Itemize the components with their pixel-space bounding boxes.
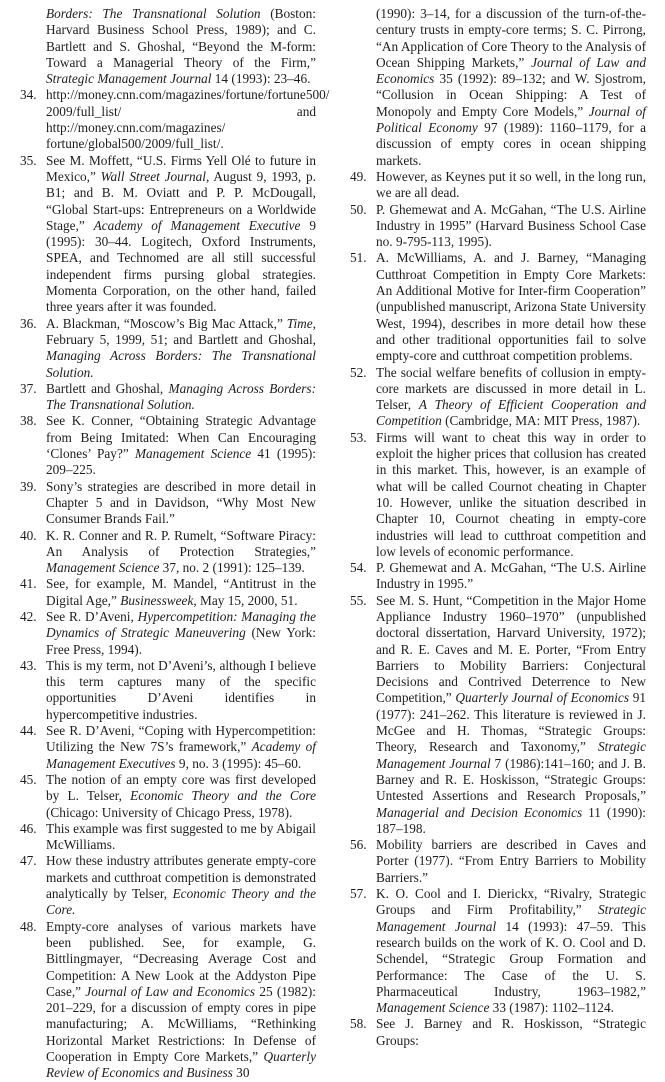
endnote-38 xyxy=(20,413,316,478)
endnote-text: See, for example, M. Mandel, “Antitrust in the Digital Age,” xyxy=(46,576,316,608)
right-column xyxy=(350,6,646,1049)
italic-title: Hypercompetition: Managing the Dynamics of Strategic Maneuvering xyxy=(46,608,316,641)
endnote-text: 37, no. 2 (1991): 125–139. xyxy=(159,560,305,576)
endnote-number: 38. xyxy=(20,413,37,429)
endnote-52 xyxy=(350,365,646,430)
endnote-text: The notion of an empty core was first developed by L. Telser, xyxy=(46,771,316,804)
endnote-49 xyxy=(350,169,646,202)
italic-title: Borders: The Transnational Solution xyxy=(46,6,261,21)
endnote-text: Empty-core analyses of various markets have been published. See, for example, G. Bittlingmayer, “Decreasing Average Cost and Competition: A New Look at the Addyston Pipe Case,” xyxy=(46,918,316,999)
endnote-number: 45. xyxy=(20,771,37,787)
endnote-text: 97 (1989): 1160–1179, for a discussion of empty cores in ocean shipping markets. xyxy=(376,120,646,168)
left-column xyxy=(20,6,330,1082)
endnote-57 xyxy=(350,886,646,1016)
italic-title: Quarterly Journal of Economics xyxy=(455,690,630,706)
italic-title: Quarterly Review of Economics and Business xyxy=(46,1049,316,1081)
italic-title: Economic Theory and the Core xyxy=(130,788,316,804)
endnote-number: 34. xyxy=(20,87,37,103)
endnote-number: 58. xyxy=(350,1016,367,1032)
endnote-44 xyxy=(20,723,316,772)
endnote-text: , August 9, 1993, p. B1; and B. M. Oviatt and P. P. McDougall, “Global Start-ups: Entrepreneurs on a Worldwide Stage,” xyxy=(46,168,317,233)
endnote-text: Firms will want to cheat this way in order to exploit the higher prices that collusion has created in this market. This, however, is an example of what will be called Cournot cheating in Chapter 10. However, unlike the situation described in Chapter 10, Cournot cheating in empty-core industries will lead to cutthroat competition and low levels of economic performance. xyxy=(376,429,646,559)
italic-title: Management Science xyxy=(376,1000,490,1016)
endnote-43 xyxy=(20,658,316,723)
italic-title: Strategic Management Journal xyxy=(46,71,212,87)
endnote-text: (Chicago: University of Chicago Press, 1978). xyxy=(46,804,293,820)
endnote-text: See K. Conner, “Obtaining Strategic Advantage from Being Imitated: When Can Encouraging ‘Clones’ Pay?” xyxy=(46,413,316,462)
endnote-text: The social welfare benefits of collusion in empty-core markets are discussed in more detail in L. Telser, xyxy=(376,364,646,413)
endnote-35 xyxy=(20,153,316,316)
endnote-55 xyxy=(350,593,646,837)
endnote-text: 25 (1982): 201–229, for a discussion of empty cores in pipe manufacturing; A. McWilliams, “Rethinking Horizontal Market Restrictions: In Defense of Cooperation in Empty Core Markets,” xyxy=(46,983,316,1064)
endnote-number: 53. xyxy=(350,429,367,445)
italic-title: Economic Theory and the Core. xyxy=(46,886,316,918)
endnote-number: 47. xyxy=(20,853,37,869)
endnote-text: How these industry attributes generate empty-core markets and cutthroat competition is demonstrated analytically by Telser, xyxy=(46,853,316,902)
endnote-text: 14 (1993): 23–46. xyxy=(211,71,311,87)
endnote-text: (Cambridge, MA: MIT Press, 1987). xyxy=(441,413,641,429)
italic-title: Strategic Management Journal xyxy=(376,902,646,934)
endnote-text: This example was first suggested to me by Abigail McWilliams. xyxy=(46,820,316,853)
endnote-text: See R. D’Aveni, xyxy=(46,608,138,624)
endnote-number: 49. xyxy=(350,168,367,184)
endnote-number: 42. xyxy=(20,608,37,624)
endnote-continuation xyxy=(20,6,316,87)
endnote-42 xyxy=(20,609,316,658)
endnote-continuation xyxy=(350,6,646,169)
endnote-text: A. Blackman, “Moscow’s Big Mac Attack,” xyxy=(46,315,287,331)
italic-title: Managerial and Decision Economics xyxy=(376,804,583,820)
endnote-36 xyxy=(20,316,316,381)
endnote-number: 52. xyxy=(350,364,367,380)
endnote-56 xyxy=(350,837,646,886)
endnote-text: 35 (1992): 89–132; and W. Sjostrom, “Collusion in Ocean Shipping: A Test of Monopoly and Empty Core Models,” xyxy=(376,71,646,119)
endnote-number: 37. xyxy=(20,380,37,396)
endnote-text: However, as Keynes put it so well, in the long run, we are all dead. xyxy=(376,168,646,201)
endnote-number: 43. xyxy=(20,657,37,673)
endnote-number: 41. xyxy=(20,576,37,592)
endnote-48 xyxy=(20,919,316,1082)
italic-title: Journal of Law and Economics xyxy=(376,54,646,87)
endnote-text: 30 xyxy=(232,1065,250,1081)
endnote-text: 7 (1986):141–160; and J. B. Barney and R. E. Hoskisson, “Strategic Groups: Untested Assertions and Research Proposals,” xyxy=(376,755,646,804)
italic-title: Managing Across Borders: The Transnational Solution. xyxy=(46,380,316,413)
endnote-text: 91 (1977): 241–262. This literature is reviewed in J. McGee and H. Thomas, “Strategic Groups: Theory, Research and Taxonomy,” xyxy=(376,690,647,755)
endnote-number: 44. xyxy=(20,723,37,739)
endnote-text: 41 (1995): 209–225. xyxy=(46,446,317,478)
endnote-51 xyxy=(350,250,646,364)
endnote-text: 14 (1993): 47–59. This research builds on the work of K. O. Cool and D. Schendel, “Strategic Group Formation and Performance: The Case of the U. S. Pharmaceutical Industry, 1963–1982,” xyxy=(376,918,646,999)
endnote-number: 46. xyxy=(20,820,37,836)
italic-title: Strategic Management Journal xyxy=(376,739,646,771)
endnote-text: K. R. Conner and R. P. Rumelt, “Software Piracy: An Analysis of Protection Strategies,” xyxy=(46,527,316,559)
endnote-41 xyxy=(20,576,316,609)
endnote-text: , May 15, 2000, 51. xyxy=(193,592,298,608)
endnote-50 xyxy=(350,202,646,251)
endnote-text: This is my term, not D’Aveni’s, although I believe this term captures many of the specific opportunities D’Aveni identifies in hypercompetitive industries. xyxy=(46,657,316,722)
endnote-text: Sony’s strategies are described in more detail in Chapter 5 and in Davidson, “Why Most New Consumer Brands Fail.” xyxy=(46,478,316,527)
endnote-text: See J. Barney and R. Hoskisson, “Strategic Groups: xyxy=(376,1016,646,1048)
endnote-text: 11 (1990): 187–198. xyxy=(376,804,646,836)
italic-title: Time xyxy=(286,315,313,331)
endnote-text: See M. S. Hunt, “Competition in the Major Home Appliance Industry 1960–1970” (unpublished doctoral dissertation, Harvard University, 1972); and R. E. Caves and M. E. Porter, “From Entry Barriers to Mobility Barriers: Conjectural Decisions and Contrived Deterrence to New Competition,” xyxy=(376,592,646,706)
endnote-number: 54. xyxy=(350,560,367,576)
endnote-text: 9, no. 3 (1995): 45–60. xyxy=(175,755,302,771)
endnote-text: P. Ghemewat and A. McGahan, “The U.S. Airline Industry in 1995.” xyxy=(376,560,646,592)
italic-title: Journal of Law and Economics xyxy=(85,983,256,999)
endnote-number: 36. xyxy=(20,315,37,331)
endnote-text: K. O. Cool and I. Dierickx, “Rivalry, Strategic Groups and Firm Profitability,” xyxy=(376,886,646,918)
endnote-47 xyxy=(20,853,316,918)
endnote-text: P. Ghemewat and A. McGahan, “The U.S. Airline Industry in 1995” (Harvard Business School Case no. 9-795-113, 1995). xyxy=(376,201,646,250)
endnote-37 xyxy=(20,381,316,414)
endnote-text: (Boston: Harvard Business School Press, 1989); and C. Bartlett and S. Ghoshal, “Beyond the M-form: Toward a Managerial Theory of the Firm,” xyxy=(46,6,316,70)
endnote-40 xyxy=(20,528,316,577)
endnote-number: 51. xyxy=(350,250,367,266)
endnote-53 xyxy=(350,430,646,560)
endnote-text: See M. Moffett, “U.S. Firms Yell Olé to future in Mexico,” xyxy=(46,152,316,184)
endnote-34 xyxy=(20,87,330,152)
endnote-text: (1990): 3–14, for a discussion of the turn-of-the-century trusts in empty-core terms; S. C. Pirrong, “An Application of Core Theory to the Analysis of Ocean Shipping Markets,” xyxy=(376,6,646,70)
italic-title: Businessweek xyxy=(120,592,194,608)
endnote-number: 35. xyxy=(20,152,37,168)
endnote-number: 39. xyxy=(20,478,37,494)
italic-title: Managing Across Borders: The Transnational Solution. xyxy=(46,348,316,380)
endnote-number: 50. xyxy=(350,201,367,217)
endnote-text: http://money.cnn.com/magazines/fortune/fortune500/ 2009/full_list/ and http://money.cnn.com/magazines/ fortune/global500/2009/full_list/. xyxy=(46,87,330,152)
endnote-number: 56. xyxy=(350,837,367,853)
endnote-text: 9 (1995): 30–44. Logitech, Oxford Instruments, SPEA, and Technomed are all still successful independent firms pursing global strategies. Momenta Corporation, on the other hand, failed three years after it was founded. xyxy=(46,217,316,315)
endnote-text: , February 5, 1999, 51; and Bartlett and Ghoshal, xyxy=(46,315,316,347)
endnote-46 xyxy=(20,821,316,854)
italic-title: A Theory of Efficient Cooperation and Competition xyxy=(376,397,646,429)
italic-title: Academy of Management Executive xyxy=(93,217,301,233)
endnote-text: Mobility barriers are described in Caves and Porter (1977). “From Entry Barriers to Mobility Barriers.” xyxy=(376,837,646,885)
endnote-number: 55. xyxy=(350,592,367,608)
endnote-text: 33 (1987): 1102–1124. xyxy=(489,1000,614,1016)
endnote-text: Bartlett and Ghoshal, xyxy=(46,380,169,396)
endnote-39 xyxy=(20,479,316,528)
italic-title: Academy of Management Executives xyxy=(46,739,316,771)
italic-title: Wall Street Journal xyxy=(100,168,206,184)
endnote-number: 57. xyxy=(350,886,367,902)
endnote-54 xyxy=(350,560,646,593)
italic-title: Journal of Political Economy xyxy=(376,103,646,136)
italic-title: Management Science xyxy=(46,560,160,576)
endnote-number: 40. xyxy=(20,527,37,543)
endnote-58 xyxy=(350,1016,646,1049)
endnote-45 xyxy=(20,772,316,821)
endnote-text: See R. D’Aveni, “Coping with Hypercompetition: Utilizing the New 7S’s framework,” xyxy=(46,723,316,755)
endnote-text: A. McWilliams, A. and J. Barney, “Managing Cutthroat Competition in Empty Core Markets: An Additional Motive for Inter-firm Cooperation” (unpublished manuscript, Arizona State University West, 1994), describes in more detail how these and other traditional opportunities fail to solve empty-core and cutthroat competition problems. xyxy=(376,250,646,364)
italic-title: Management Science xyxy=(134,446,252,462)
endnote-text: (New York: Free Press, 1994). xyxy=(46,625,317,657)
endnote-number: 48. xyxy=(20,918,37,934)
